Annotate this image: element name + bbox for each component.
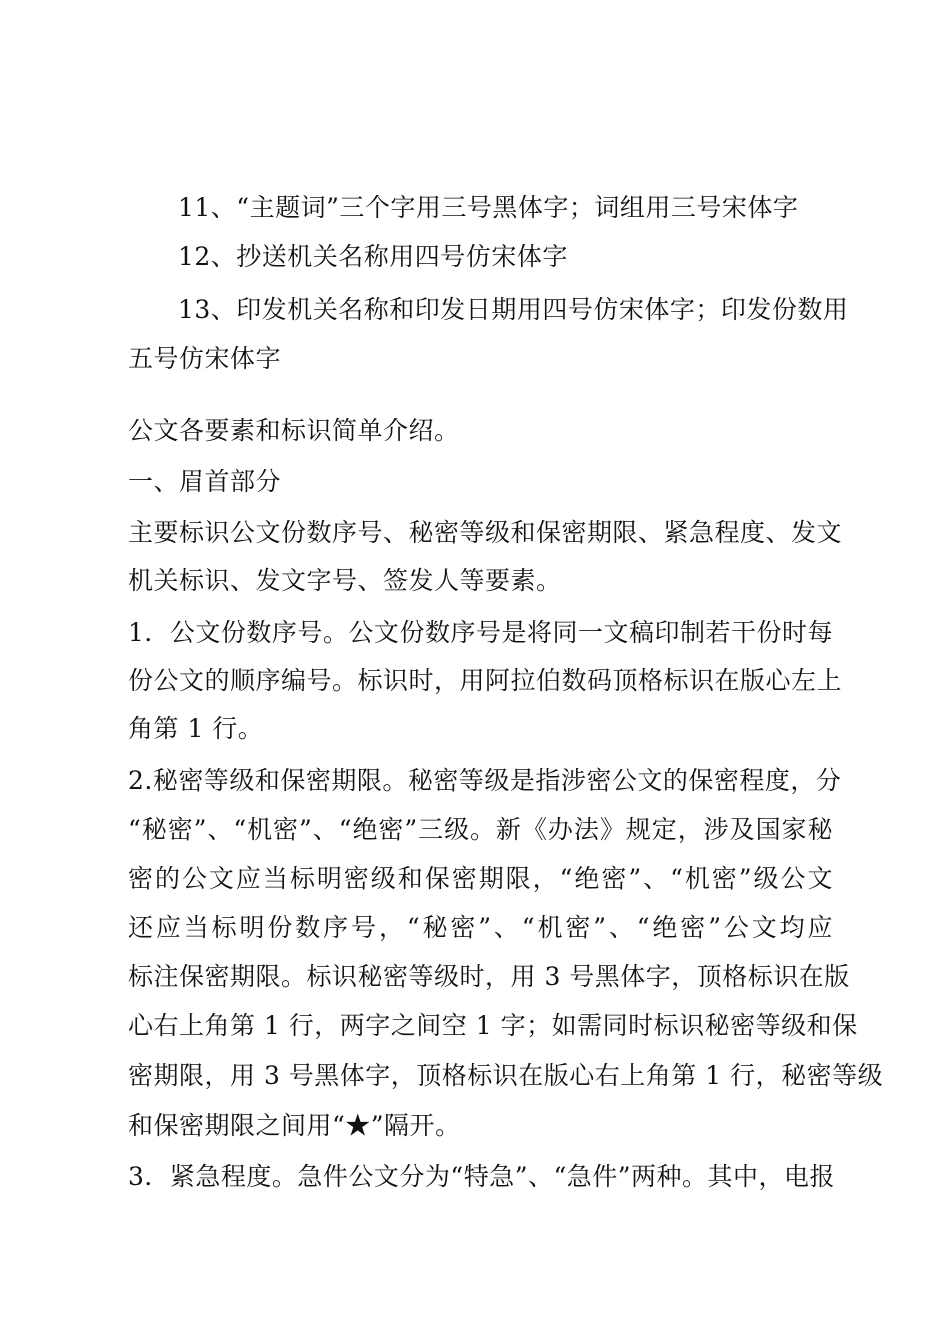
para2-line: 心右上角第 1 行，两字之间空 1 字；如需同时标识秘密等级和保	[128, 1011, 858, 1040]
para1-line: 份公文的顺序编号。标识时，用阿拉伯数码顶格标识在版心左上	[128, 666, 843, 695]
section-summary-line: 主要标识公文份数序号、秘密等级和保密期限、紧急程度、发文	[128, 518, 843, 547]
para2-line: 还应当标明份数序号，“秘密”、“机密”、“绝密”公文均应	[128, 913, 833, 942]
para3-line: 3．紧急程度。急件公文分为“特急”、“急件”两种。其中，电报	[128, 1162, 836, 1191]
para2-line: 2.秘密等级和保密期限。秘密等级是指涉密公文的保密程度，分	[128, 766, 842, 795]
section-heading: 一、眉首部分	[128, 467, 282, 496]
para2-line: 和保密期限之间用“★”隔开。	[128, 1111, 461, 1140]
item-13-continued: 五号仿宋体字	[128, 344, 282, 373]
section-summary-line: 机关标识、发文字号、签发人等要素。	[128, 566, 562, 595]
para2-line: 密的公文应当标明密级和保密期限，“绝密”、“机密”级公文	[128, 864, 833, 893]
item-13: 13、印发机关名称和印发日期用四号仿宋体字；印发份数用	[178, 295, 849, 324]
para2-line: “秘密”、“机密”、“绝密”三级。新《办法》规定，涉及国家秘	[128, 815, 833, 844]
intro-text: 公文各要素和标识简单介绍。	[128, 416, 460, 445]
item-12: 12、抄送机关名称用四号仿宋体字	[178, 242, 568, 271]
para1-line: 角第 1 行。	[128, 714, 264, 743]
para1-line: 1．公文份数序号。公文份数序号是将同一文稿印制若干份时每	[128, 618, 833, 647]
para2-line: 密期限，用 3 号黑体字，顶格标识在版心右上角第 1 行，秘密等级	[128, 1061, 884, 1090]
para2-line: 标注保密期限。标识秘密等级时，用 3 号黑体字，顶格标识在版	[128, 962, 850, 991]
item-11: 11、“主题词”三个字用三号黑体字；词组用三号宋体字	[178, 193, 799, 222]
